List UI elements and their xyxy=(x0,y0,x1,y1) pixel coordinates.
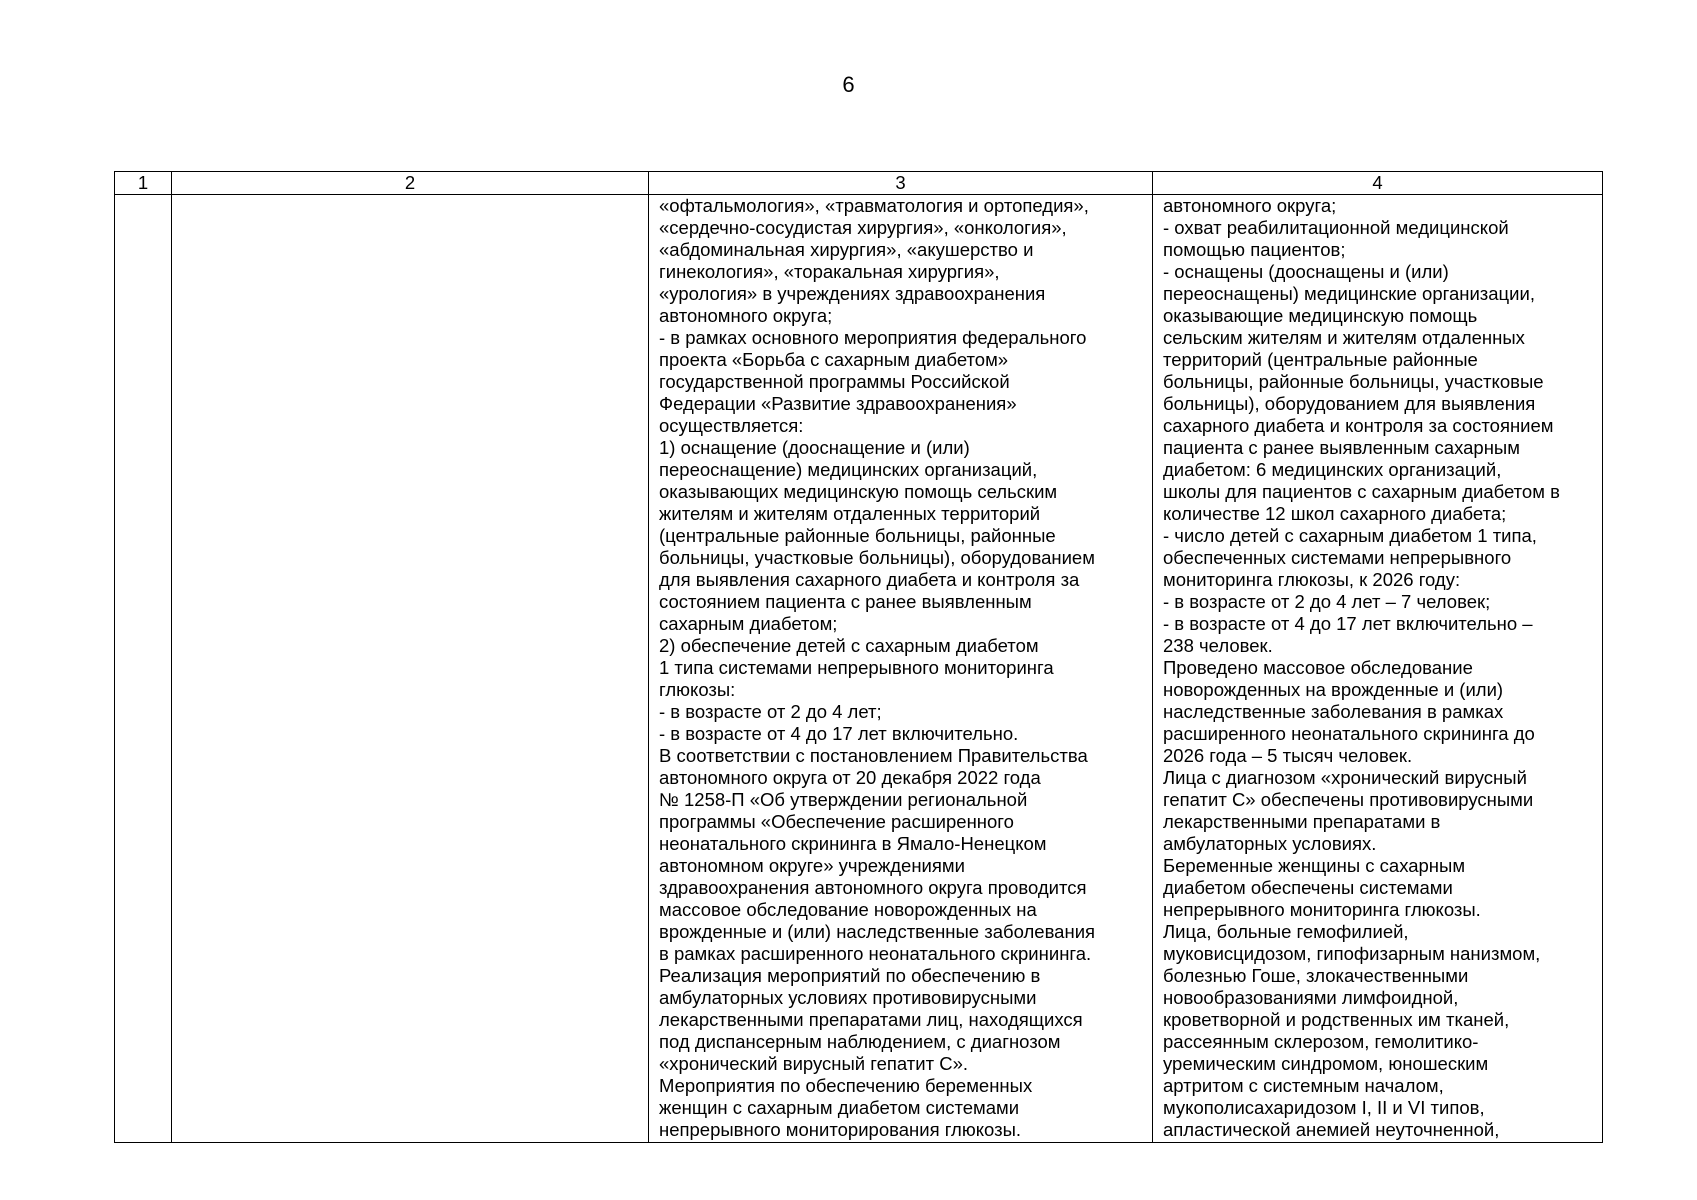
text-line: осуществляется: xyxy=(659,415,804,436)
text-line: переоснащение) медицинских организаций, xyxy=(659,459,1038,480)
text-line: гинекология», «торакальная хирургия», xyxy=(659,261,1000,282)
text-line: состоянием пациента с ранее выявленным xyxy=(659,591,1032,612)
text-line: мукополисахаридозом I, II и VI типов, xyxy=(1163,1097,1485,1118)
text-line: государственной программы Российской xyxy=(659,371,1010,392)
text-line: жителям и жителям отдаленных территорий xyxy=(659,503,1041,524)
text-line: врожденные и (или) наследственные заболевания xyxy=(659,921,1096,942)
text-line: сахарного диабета и контроля за состоянием xyxy=(1163,415,1554,436)
text-line: лекарственными препаратами лиц, находящихся xyxy=(659,1009,1083,1030)
text-line: сахарным диабетом; xyxy=(659,613,838,634)
text-line: - охват реабилитационной медицинской xyxy=(1163,217,1509,238)
text-line: уремическим синдромом, юношеским xyxy=(1163,1053,1489,1074)
cell-col-2 xyxy=(172,195,649,1143)
header-col-1: 1 xyxy=(115,172,172,195)
text-line: Лица, больные гемофилией, xyxy=(1163,921,1409,942)
text-line: проекта «Борьба с сахарным диабетом» xyxy=(659,349,1009,370)
text-line: - в рамках основного мероприятия федерального xyxy=(659,327,1087,348)
text-line: Проведено массовое обследование xyxy=(1163,657,1473,678)
content-table xyxy=(114,171,1603,1143)
text-line: - в возрасте от 4 до 17 лет включительно – xyxy=(1163,613,1533,634)
text-line: - в возрасте от 2 до 4 лет; xyxy=(659,701,882,722)
text-line: - оснащены (дооснащены и (или) xyxy=(1163,261,1449,282)
text-line: для выявления сахарного диабета и контроля за xyxy=(659,569,1080,590)
text-line: неонатального скрининга в Ямало-Ненецком xyxy=(659,833,1047,854)
text-line: обеспеченных системами непрерывного xyxy=(1163,547,1512,568)
text-line: программы «Обеспечение расширенного xyxy=(659,811,1014,832)
text-line: больницы), оборудованием для выявления xyxy=(1163,393,1536,414)
text-line: автономного округа; xyxy=(1163,195,1337,216)
text-line: Реализация мероприятий по обеспечению в xyxy=(659,965,1041,986)
header-col-3: 3 xyxy=(649,172,1153,195)
table-header-row xyxy=(115,172,1603,195)
text-line: массовое обследование новорожденных на xyxy=(659,899,1037,920)
text-line: гепатит С» обеспечены противовирусными xyxy=(1163,789,1534,810)
text-line: (центральные районные больницы, районные xyxy=(659,525,1056,546)
text-line: - в возрасте от 4 до 17 лет включительно. xyxy=(659,723,1019,744)
text-line: под диспансерным наблюдением, с диагнозом xyxy=(659,1031,1061,1052)
text-line: диабетом: 6 медицинских организаций, xyxy=(1163,459,1502,480)
text-line: автономном округе» учреждениями xyxy=(659,855,965,876)
text-line: «сердечно-сосудистая хирургия», «онкология», xyxy=(659,217,1067,238)
text-line: кроветворной и родственных им тканей, xyxy=(1163,1009,1510,1030)
text-line: амбулаторных условиях противовирусными xyxy=(659,987,1037,1008)
cell-col-3 xyxy=(649,195,1153,1143)
text-line: пациента с ранее выявленным сахарным xyxy=(1163,437,1520,458)
text-line: непрерывного мониторинга глюкозы. xyxy=(1163,899,1481,920)
text-line: количестве 12 школ сахарного диабета; xyxy=(1163,503,1507,524)
text-line: новообразованиями лимфоидной, xyxy=(1163,987,1459,1008)
text-line: артритом с системным началом, xyxy=(1163,1075,1444,1096)
text-line: апластической анемией неуточненной, xyxy=(1163,1119,1500,1140)
text-line: «хронический вирусный гепатит С». xyxy=(659,1053,969,1074)
text-line: 1 типа системами непрерывного мониторинга xyxy=(659,657,1054,678)
text-line: муковисцидозом, гипофизарным нанизмом, xyxy=(1163,943,1541,964)
text-line: «абдоминальная хирургия», «акушерство и xyxy=(659,239,1034,260)
text-line: оказывающих медицинскую помощь сельским xyxy=(659,481,1058,502)
text-line: - в возрасте от 2 до 4 лет – 7 человек; xyxy=(1163,591,1491,612)
text-line: расширенного неонатального скрининга до xyxy=(1163,723,1535,744)
text-line: автономного округа; xyxy=(659,305,833,326)
text-line: Беременные женщины с сахарным xyxy=(1163,855,1466,876)
text-line: Федерации «Развитие здравоохранения» xyxy=(659,393,1017,414)
text-line: - число детей с сахарным диабетом 1 типа, xyxy=(1163,525,1537,546)
text-line: непрерывного мониторирования глюкозы. xyxy=(659,1119,1022,1140)
text-line: школы для пациентов с сахарным диабетом в xyxy=(1163,481,1560,502)
text-line: рассеянным склерозом, гемолитико- xyxy=(1163,1031,1479,1052)
text-line: № 1258-П «Об утверждении региональной xyxy=(659,789,1028,810)
cell-col-4 xyxy=(1153,195,1603,1143)
text-line: наследственные заболевания в рамках xyxy=(1163,701,1504,722)
header-col-4: 4 xyxy=(1153,172,1603,195)
text-line: в рамках расширенного неонатального скрининга. xyxy=(659,943,1092,964)
text-line: больницы, районные больницы, участковые xyxy=(1163,371,1544,392)
text-line: территорий (центральные районные xyxy=(1163,349,1478,370)
text-line: 238 человек. xyxy=(1163,635,1273,656)
page-number: 6 xyxy=(842,72,855,97)
text-line: В соответствии с постановлением Правительства xyxy=(659,745,1088,766)
table-row xyxy=(115,195,1603,1143)
text-line: здравоохранения автономного округа проводится xyxy=(659,877,1087,898)
text-line: сельским жителям и жителям отдаленных xyxy=(1163,327,1525,348)
text-line: новорожденных на врожденные и (или) xyxy=(1163,679,1504,700)
text-line: помощью пациентов; xyxy=(1163,239,1346,260)
text-line: переоснащены) медицинские организации, xyxy=(1163,283,1535,304)
text-line: мониторинга глюкозы, к 2026 году: xyxy=(1163,569,1461,590)
text-line: оказывающие медицинскую помощь xyxy=(1163,305,1478,326)
cell-col-1 xyxy=(115,195,172,1143)
text-line: болезнью Гоше, злокачественными xyxy=(1163,965,1469,986)
text-line: 1) оснащение (дооснащение и (или) xyxy=(659,437,970,458)
header-col-2: 2 xyxy=(172,172,649,195)
text-line: «урология» в учреждениях здравоохранения xyxy=(659,283,1046,304)
text-line: Мероприятия по обеспечению беременных xyxy=(659,1075,1033,1096)
text-line: лекарственными препаратами в xyxy=(1163,811,1441,832)
text-line: глюкозы: xyxy=(659,679,736,700)
text-line: «офтальмология», «травматология и ортопедия», xyxy=(659,195,1089,216)
text-line: женщин с сахарным диабетом системами xyxy=(659,1097,1020,1118)
text-line: Лица с диагнозом «хронический вирусный xyxy=(1163,767,1527,788)
text-line: 2) обеспечение детей с сахарным диабетом xyxy=(659,635,1039,656)
text-line: автономного округа от 20 декабря 2022 года xyxy=(659,767,1041,788)
text-line: больницы, участковые больницы), оборудованием xyxy=(659,547,1095,568)
text-line: диабетом обеспечены системами xyxy=(1163,877,1453,898)
text-line: 2026 года – 5 тысяч человек. xyxy=(1163,745,1413,766)
text-line: амбулаторных условиях. xyxy=(1163,833,1377,854)
